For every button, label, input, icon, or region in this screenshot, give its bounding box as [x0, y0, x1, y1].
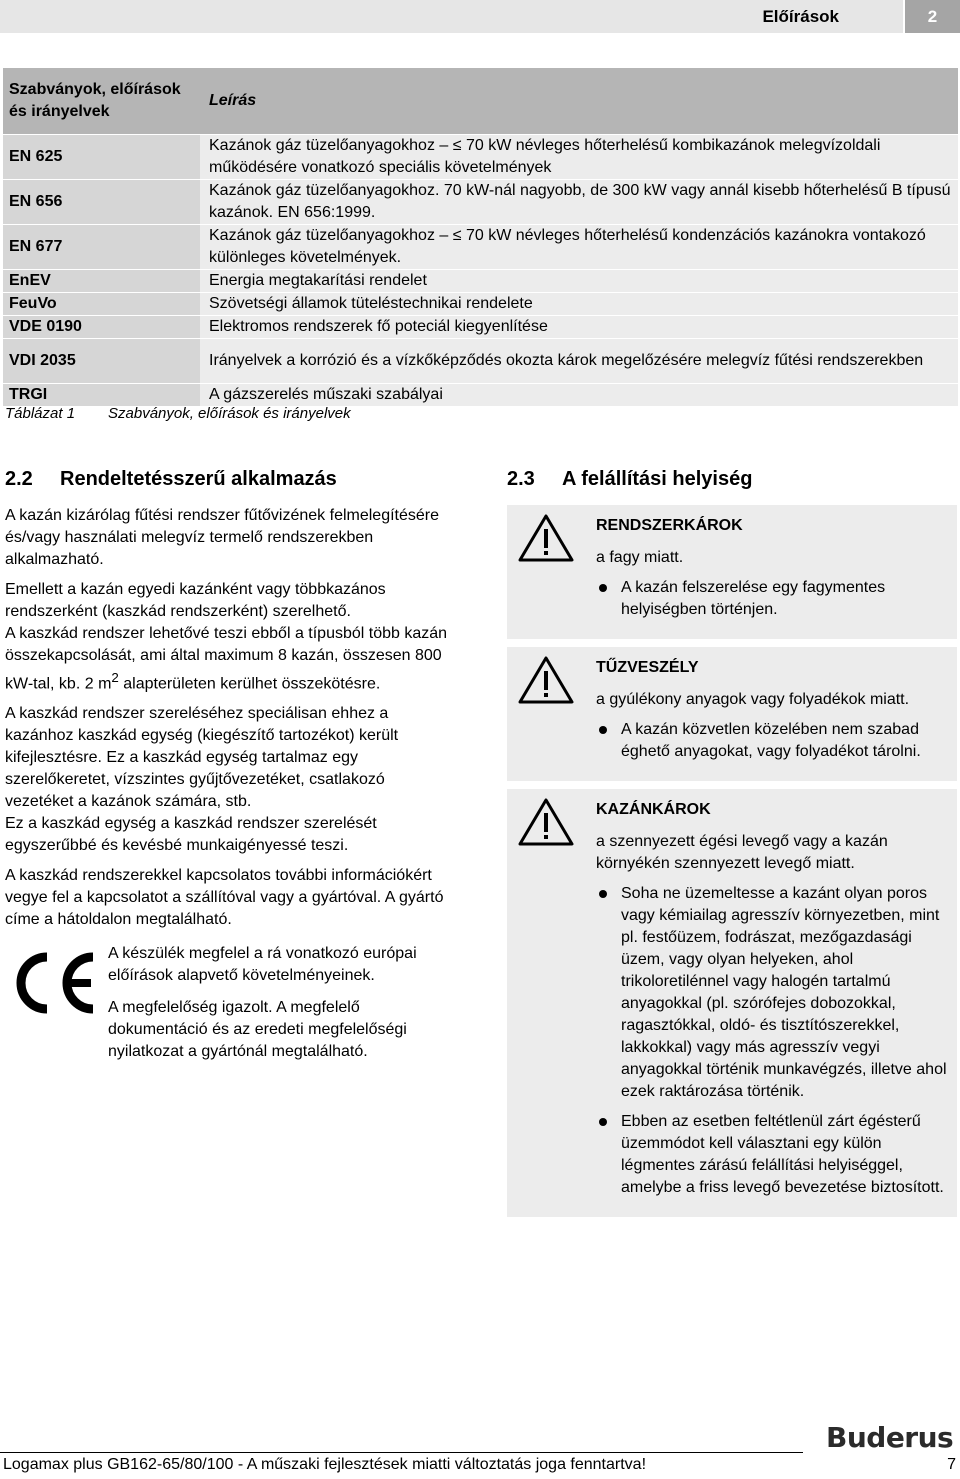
list-item: A kazán közvetlen közelében nem szabad éghető anyagokat, vagy folyadékot tárolni. — [596, 719, 949, 763]
table-header-standards: Szabványok, előírások és irányelvek — [3, 68, 200, 134]
table-cell-code: EN 677 — [3, 225, 200, 269]
paragraph-text: alapterületen kerülhet összekötésre. — [118, 675, 381, 693]
table-row — [3, 384, 958, 407]
paragraph: A megfelelőség igazolt. A megfelelő dokumentáció és az eredeti megfelelőségi nyilatkozat a gyártónál megtalálható. — [108, 999, 407, 1061]
warning-text: a gyúlékony anyagok vagy folyadékok miatt. — [596, 691, 910, 708]
warning-triangle-icon — [518, 797, 574, 847]
warning-text: a szennyezett égési levegő vagy a kazán környékén szennyezett levegő miatt. — [596, 833, 888, 872]
table-cell-desc: Kazánok gáz tüzelőanyagokhoz – ≤ 70 kW névleges hőterhelésű kondenzációs kazánokra vontakozó különleges követelmények. — [200, 225, 958, 269]
table-cell-desc: Szövetségi államok tüteléstechnikai rendelete — [200, 293, 958, 315]
warning-text: a fagy miatt. — [596, 549, 684, 566]
table-caption-label: Táblázat 1 — [5, 405, 76, 422]
paragraph: Ez a kaszkád egység a kaszkád rendszer szerelését egyszerűbbé és kevésbé munkaigényessé teszi. — [5, 815, 377, 855]
warning-list — [596, 577, 949, 621]
header-title: Előírások — [762, 7, 839, 26]
list-item: Ebben az esetben feltétlenül zárt égésterű üzemmódot kell választani egy külön légmentes zárású felállítási helyiséggel, amelybe a friss levegő bevezetése biztosított. — [596, 1111, 949, 1199]
paragraph: A kaszkád rendszer szereléséhez speciálisan ehhez a kazánhoz kaszkád egység (kiegészítő tartozékot) került kifejlesztésre. Ez a kaszkád egység tartalmaz egy szerelőkeretet, vízszintes gyűjtővezetéket, csatlakozó vezetéket a kazánok számára, stb. — [5, 705, 399, 811]
warning-icon-wrap — [507, 789, 585, 1217]
warning-title: KAZÁNKÁROK — [596, 801, 711, 818]
table-cell-code: FeuVo — [3, 293, 200, 315]
table-cell-desc: Irányelvek a korrózió és a vízkőképződés okozta károk megelőzésére melegvíz fűtési rendszerekben — [200, 339, 958, 383]
table-header-row — [3, 68, 958, 135]
paragraph — [5, 623, 455, 695]
table-row — [3, 339, 958, 384]
warning-triangle-icon — [518, 513, 574, 563]
ce-conformity-block — [5, 943, 455, 1083]
paragraph-text: A kaszkád rendszer lehetővé teszi ebből a típusból több kazán összekapcsolását, ami által maximum 8 kazán, összesen 800 kW-tal, kb. 2 m — [5, 625, 448, 693]
table-caption — [5, 405, 351, 422]
section-heading — [507, 468, 957, 491]
section-heading — [5, 468, 455, 491]
section-title: A felállítási helyiség — [562, 468, 753, 490]
warning-body — [585, 647, 957, 781]
section-installation-room — [507, 468, 957, 1225]
warning-box — [507, 647, 957, 781]
table-cell-desc: Kazánok gáz tüzelőanyagokhoz – ≤ 70 kW névleges hőterhelésű kombikazánok melegvízoldali működésére vonatkozó speciális követelmények — [200, 135, 958, 179]
table-cell-desc: Energia megtakarítási rendelet — [200, 270, 958, 292]
table-row — [3, 270, 958, 293]
warning-icon-wrap — [507, 647, 585, 781]
list-item: A kazán felszerelése egy fagymentes helyiségben történjen. — [596, 577, 949, 621]
paragraph: A kazán kizárólag fűtési rendszer fűtővizének felmelegítésére és/vagy használati melegvíz termelő rendszerekben alkalmazható. — [5, 507, 440, 568]
table-cell-code: EN 625 — [3, 135, 200, 179]
section-intended-use — [5, 468, 455, 1083]
chapter-tab: 2 — [905, 0, 960, 33]
header-bar — [0, 0, 903, 33]
paragraph: A kaszkád rendszerekkel kapcsolatos további információkért vegye fel a kapcsolatot a szállítóval vagy a gyártóval. A gyártó címe a hátoldalon megtalálható. — [5, 867, 444, 929]
table-row — [3, 316, 958, 339]
standards-table — [3, 68, 958, 407]
ce-mark-icon — [11, 951, 99, 1015]
warning-body — [585, 505, 957, 639]
table-row — [3, 293, 958, 316]
warning-box — [507, 789, 957, 1217]
table-cell-code: EnEV — [3, 270, 200, 292]
warning-title: TŰZVESZÉLY — [596, 659, 699, 676]
table-header-description: Leírás — [200, 68, 958, 134]
footer-divider — [0, 1452, 803, 1453]
warning-box — [507, 505, 957, 639]
paragraph: Emellett a kazán egyedi kazánként vagy többkazános rendszerként (kaszkád rendszerként) szerelhető. — [5, 581, 386, 620]
section-title: Rendeltetésszerű alkalmazás — [60, 468, 337, 490]
table-row — [3, 135, 958, 180]
superscript: 2 — [111, 670, 119, 685]
table-cell-desc: Elektromos rendszerek fő poteciál kiegyenlítése — [200, 316, 958, 338]
warning-title: RENDSZERKÁROK — [596, 517, 743, 534]
table-cell-desc: Kazánok gáz tüzelőanyagokhoz. 70 kW-nál nagyobb, de 300 kW vagy annál kisebb hőterhelésű B típusú kazánok. EN 656:1999. — [200, 180, 958, 224]
table-cell-code: TRGI — [3, 384, 200, 406]
table-cell-code: VDE 0190 — [3, 316, 200, 338]
footer-text: Logamax plus GB162-65/80/100 - A műszaki fejlesztések miatti változtatás joga fenntartva! — [3, 1456, 647, 1473]
warning-list — [596, 719, 949, 763]
buderus-logo: Buderus — [826, 1421, 954, 1454]
table-caption-text: Szabványok, előírások és irányelvek — [108, 405, 351, 422]
table-row — [3, 225, 958, 270]
table-cell-desc: A gázszerelés műszaki szabályai — [200, 384, 958, 406]
section-number: 2.3 — [507, 468, 535, 490]
list-item: Soha ne üzemeltesse a kazánt olyan poros vagy kémiailag agresszív környezetben, mint pl. festőüzem, fodrászat, mezőgazdasági üzem, vagy olyan helyeken, ahol trikoloretilénnel vagy halogén tartalmú anyagokkal (pl. szórófejes dobozokkal, ragasztókkal, oldó- és tisztítószerekkel, lakkokkal) vagy más agresszív vegyi anyagokkal történik munkavégzés, illetve ahol ezek raktározása történik. — [596, 883, 949, 1103]
table-cell-code: EN 656 — [3, 180, 200, 224]
table-cell-code: VDI 2035 — [3, 339, 200, 383]
warning-body — [585, 789, 957, 1217]
warning-list — [596, 883, 949, 1199]
warning-triangle-icon — [518, 655, 574, 705]
page-number: 7 — [947, 1456, 956, 1473]
paragraph: A készülék megfelel a rá vonatkozó európai előírások alapvető követelményeinek. — [108, 945, 417, 985]
ce-text — [108, 943, 458, 1073]
warning-icon-wrap — [507, 505, 585, 639]
table-row — [3, 180, 958, 225]
section-number: 2.2 — [5, 468, 33, 490]
